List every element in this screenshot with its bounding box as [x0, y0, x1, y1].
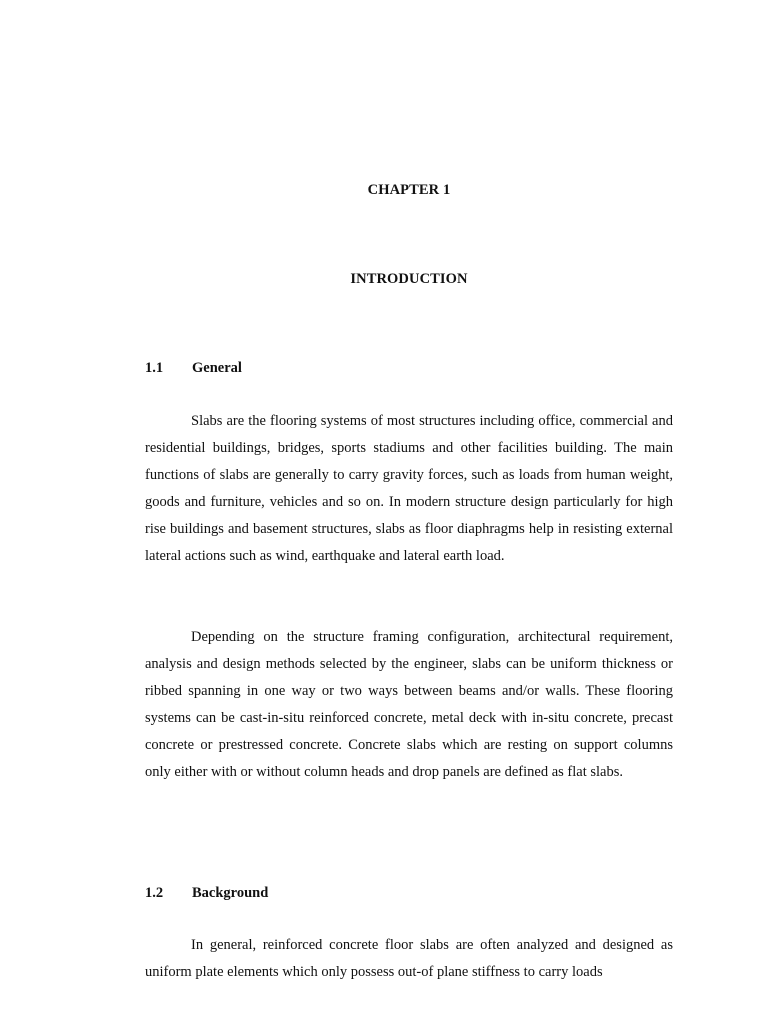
section-title: General: [192, 360, 242, 376]
section-number: 1.2: [145, 885, 164, 901]
paragraph-framing-configuration: Depending on the structure framing configuration, architectural requirement, analysis and design methods selected by the engineer, slabs can be uniform thickness or ribbed spanning in one way or two ways between beams and/or walls. These flooring systems can be cast-in-situ reinforced concrete, metal deck with in-situ concrete, precast concrete or prestressed concrete. Concrete slabs which are resting on support columns only either with or without column heads and drop panels are defined as flat slabs.: [145, 629, 673, 780]
chapter-title: INTRODUCTION: [350, 271, 468, 287]
paragraph-slabs-intro: Slabs are the flooring systems of most structures including office, commercial and residential buildings, bridges, sports stadiums and other facilities building. The main functions of slabs are generally to carry gravity forces, such as loads from human weight, goods and furniture, vehicles and so on. In modern structure design particularly for high rise buildings and basement structures, slabs as floor diaphragms help in resisting external lateral actions such as wind, earthquake and lateral earth load.: [145, 413, 673, 564]
chapter-number: CHAPTER 1: [367, 182, 451, 198]
paragraph-background: In general, reinforced concrete floor slabs are often analyzed and designed as uniform plate elements which only possess out-of plane stiffness to carry loads: [145, 937, 673, 980]
section-heading-background: [145, 885, 268, 902]
section-number: 1.1: [145, 360, 164, 376]
section-title: Background: [192, 885, 269, 901]
section-heading-general: [145, 360, 242, 377]
